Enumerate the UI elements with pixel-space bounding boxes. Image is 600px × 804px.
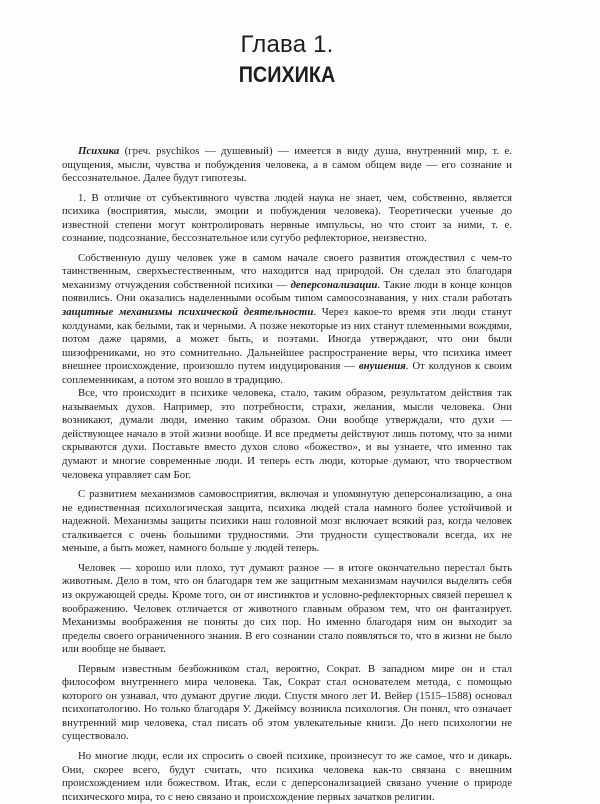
- term-suggestion: внушения: [358, 360, 406, 373]
- paragraph-text: Все, что происходит в психике человека, стало, таким образом, результатом действия так называемых духов. Например, это потребности, страхи, желания, мысли человека. Они возникают, думали люди, именно таким образом. Они вообще утверждали, что духи — действующее начало в этой жизни вообще. И все предметы действуют лишь потому, что за ними скрываются духи. Поставьте вместо духов слово «божество», и вы узнаете, что именно так думают и многие современные люди. И теперь есть люди, которые думают, что творчеством человека управляет сам Бог.: [62, 387, 512, 481]
- paragraph-text: . От колдунов к своим соплеменникам, а потом это вошло в традицию.: [62, 360, 512, 386]
- paragraph: [62, 488, 512, 556]
- term-defense-mechanisms: защитные механизмы психической деятельности: [62, 306, 314, 319]
- paragraph-text: Но многие люди, если их спросить о своей психике, произнесут то же самое, что и дикарь. Они, скорее всего, будут считать, что психика человека как-то связана с внешним происхождением или божеством. Итак, если с деперсонализацией связано учение о природе психического мира, то с нею связано и происхождение первых зачатков религии.: [62, 749, 512, 803]
- paragraph-text: Первым известным безбожником стал, вероятно, Сократ. В западном мире он и стал философом внутреннего мира человека. Так, Сократ стал основателем метода, с помощью которого он узнавал, что думают другие люди. Спустя много лет И. Вейер (1515–1588) основал психопатологию. Но только благодаря У. Джеймсу возникла психология. Он понял, что означает внутренний мир человека, стал писать об этом увлекательные книги. До него психологии не существовало.: [62, 662, 512, 743]
- paragraph: [62, 387, 512, 482]
- paragraph-text: (греч. psychikos — душевный) — имеется в виду душа, внутренний мир, т. е. ощущения, мысли, чувства и побуждения человека, а в самом общем виде — его сознание и бессознательное. Далее будут гипотезы.: [62, 145, 512, 185]
- term-psyche: Психика: [78, 145, 120, 157]
- paragraph: [62, 192, 512, 246]
- term-depersonalization: деперсонализации: [290, 278, 378, 291]
- chapter-body: [62, 145, 512, 804]
- paragraph: [62, 562, 512, 657]
- paragraph-text: . Такие люди в конце концов появились. Они оказались наделенными особым типом самоосознавания, у них стали работать: [62, 278, 513, 305]
- chapter-title: ПСИХИКА: [238, 62, 336, 87]
- paragraph-text: С развитием механизмов самовосприятия, включая и упомянутую деперсонализацию, а она не единственная психологическая защита, психика людей стала намного более устойчивой и надежной. Механизмы защиты психики наш головной мозг включает всякий раз, когда человек сталкивается с очень большими трудностями. Эти трудности существовали всегда, их не меньше, а быть может, намного больше у людей теперь.: [62, 488, 512, 555]
- paragraph-definition: [62, 145, 512, 186]
- chapter-number: Глава 1.: [240, 31, 334, 58]
- paragraph: [62, 750, 512, 804]
- paragraph-text: Собственную душу человек уже в самом начале своего развития отождествил с чем-то таинственным, сверхъестественным, что находится над природой. Он сделал это благодаря механизму отчуждения собственной психики —: [62, 251, 512, 291]
- chapter-heading: [62, 0, 512, 88]
- paragraph: [62, 252, 512, 387]
- paragraph-text: 1. В отличие от субъективного чувства людей наука не знает, чем, собственно, является психика (восприятия, мысли, эмоции и побуждения человека). Теоретически ученые до известной степени могут контролировать нервные импульсы, но что стоит за ними, т. е. сознание, подсознание, бессознательное или сугубо рефлекторное, неизвестно.: [62, 191, 512, 245]
- paragraph-text: . Через какое-то время эти люди станут колдунами, как белыми, так и черными. А позже некоторые из них станут племенными вождями, потом даже царями, а может быть, и поэтами. Иногда утверждают, что они были шизофрениками, но это сомнительно. Дальнейшее распространение веры, что психика имеет внешнее происхождение, произошло путем индуцирования —: [62, 306, 512, 373]
- paragraph: [62, 663, 512, 744]
- paragraph-text: Человек — хорошо или плохо, тут думают разное — в итоге окончательно перестал быть животным. Дело в том, что он благодаря тем же защитным механизмам научился выделять себя из окружающей среды. Кроме того, он от инстинктов и условно-рефлекторных связей перешел к воображению. Человек отличается от животного главным образом тем, что он фантазирует. Механизмы воображения не поняты до сих пор. Но именно благодаря ним он выходит за пределы своего ограниченного знания. В его сознании стало появляться то, что в жизни не было или вообще не бывает.: [62, 561, 512, 656]
